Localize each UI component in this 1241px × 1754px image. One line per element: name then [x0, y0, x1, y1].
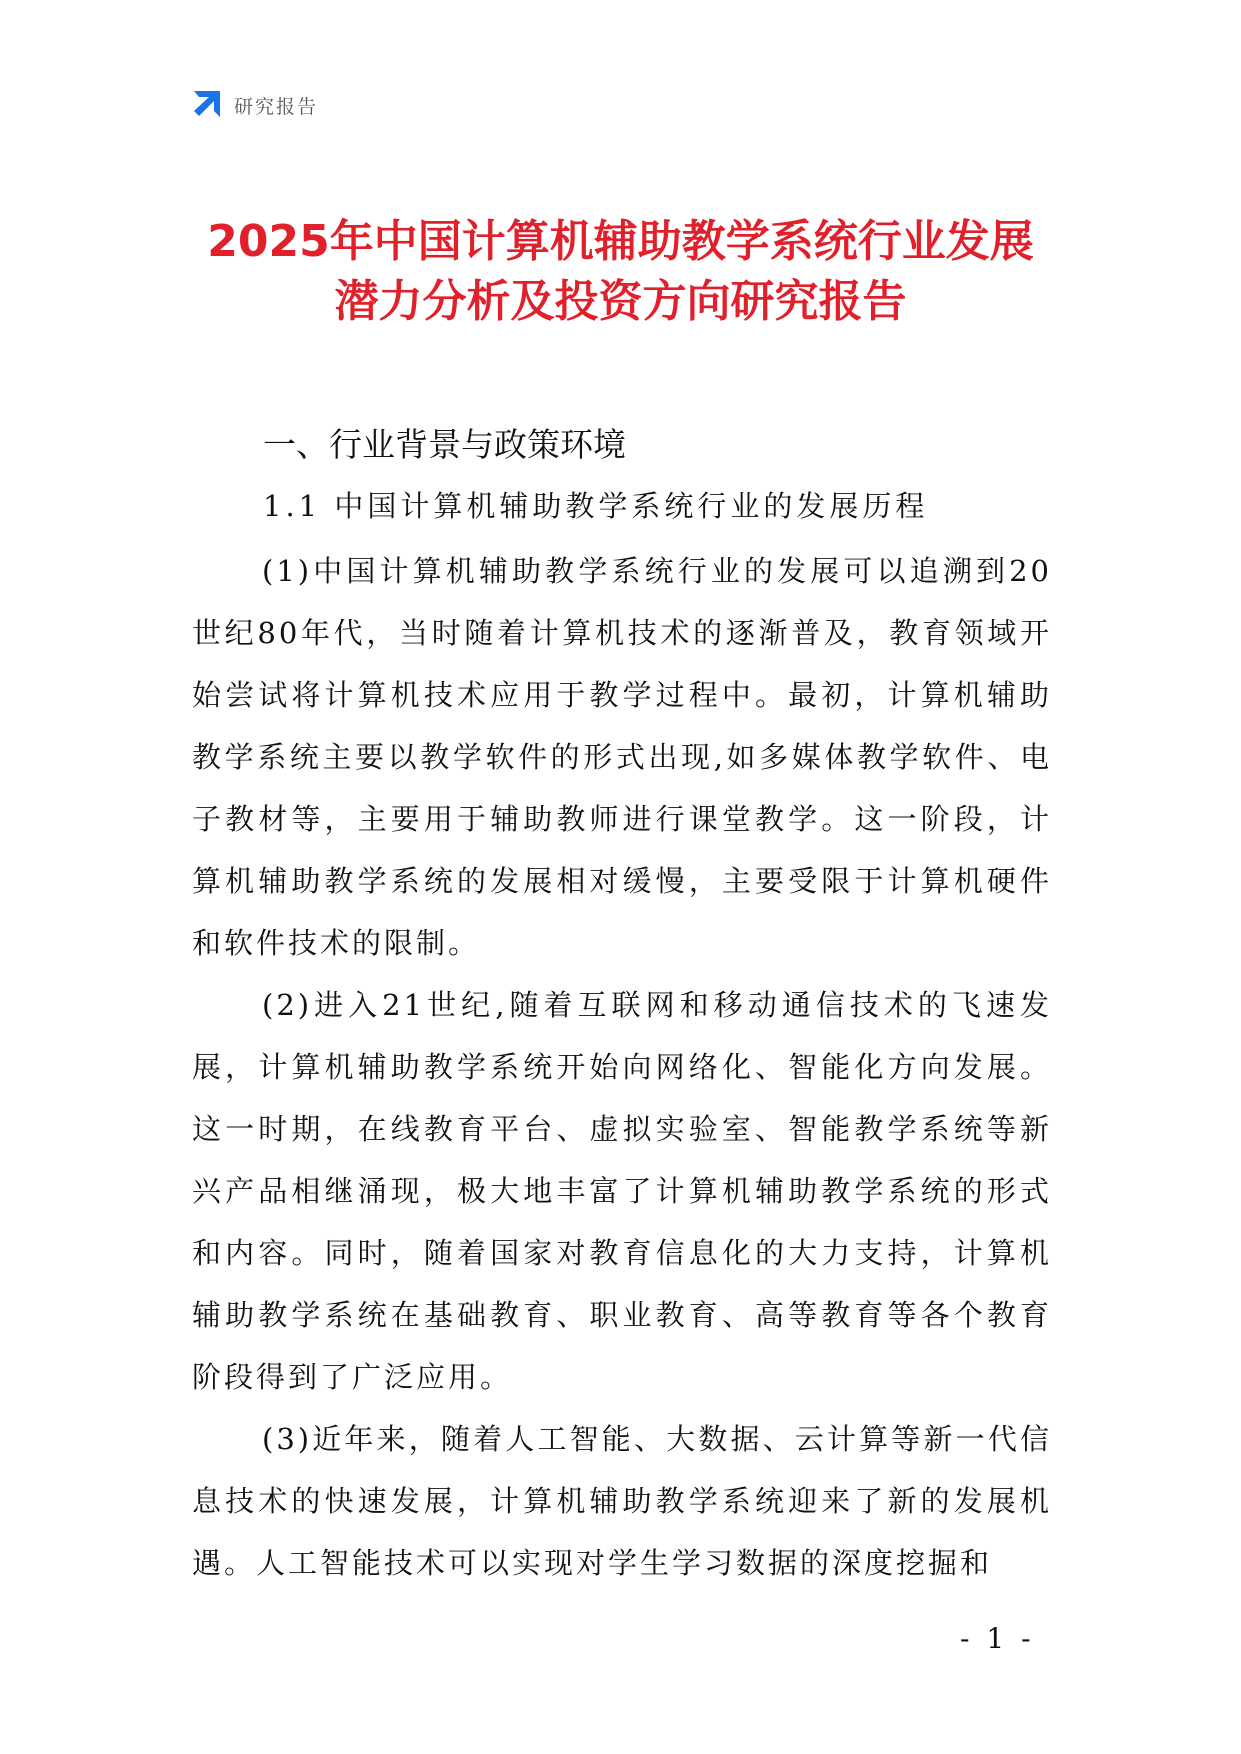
paragraph-1: (1)中国计算机辅助教学系统行业的发展可以追溯到20世纪80年代，当时随着计算机技术的逐渐普及，教育领域开始尝试将计算机技术应用于教学过程中。最初，计算机辅助教学系统主要以教学软件的形式出现,如多媒体教学软件、电子教材等，主要用于辅助教师进行课堂教学。这一阶段，计算机辅助教学系统的发展相对缓慢，主要受限于计算机硬件和软件技术的限制。 — [192, 554, 1052, 960]
paragraph-2: (2)进入21世纪,随着互联网和移动通信技术的飞速发展，计算机辅助教学系统开始向网络化、智能化方向发展。这一时期，在线教育平台、虚拟实验室、智能教学系统等新兴产品相继涌现，极大地丰富了计算机辅助教学系统的形式和内容。同时，随着国家对教育信息化的大力支持，计算机辅助教学系统在基础教育、职业教育、高等教育等各个教育阶段得到了广泛应用。 — [192, 988, 1052, 1394]
header-label: 研究报告 — [234, 95, 319, 118]
title-line-1: 2025年中国计算机辅助教学系统行业发展 — [207, 216, 1034, 267]
sub-heading: 1.1 中国计算机辅助教学系统行业的发展历程 — [263, 489, 929, 523]
report-header — [190, 88, 318, 122]
body-text — [192, 540, 1052, 1594]
arrow-up-right-icon — [190, 89, 222, 121]
paragraph-3: (3)近年来，随着人工智能、大数据、云计算等新一代信息技术的快速发展，计算机辅助教学系统迎来了新的发展机遇。人工智能技术可以实现对学生学习数据的深度挖掘和 — [192, 1422, 1052, 1580]
title-line-2: 潜力分析及投资方向研究报告 — [334, 276, 907, 327]
page-number: - 1 - — [960, 1622, 1035, 1655]
section-heading: 一、行业背景与政策环境 — [263, 425, 626, 464]
report-title — [150, 212, 1091, 332]
